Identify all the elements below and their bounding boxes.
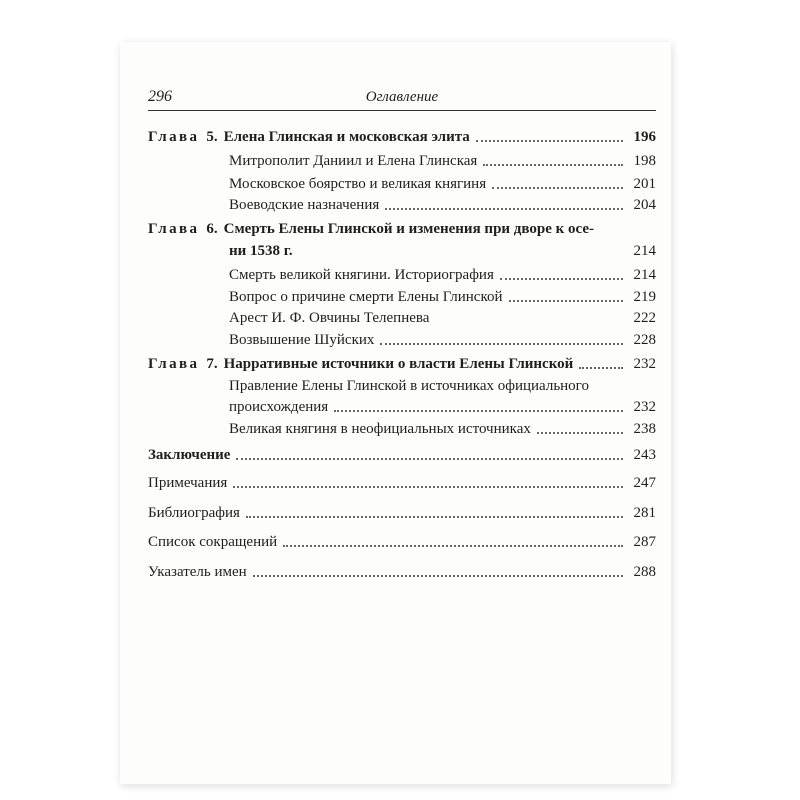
dot-leader bbox=[380, 343, 623, 345]
section-title: Воеводские назначения bbox=[229, 197, 380, 213]
chapter-title: Смерть Елены Глинской и изменения при дворе к осе- bbox=[223, 221, 595, 237]
toc-entry-section[interactable] bbox=[229, 329, 656, 351]
toc-entry-chapter-7[interactable] bbox=[148, 353, 656, 375]
dot-leader bbox=[537, 432, 623, 434]
toc-entry-section[interactable] bbox=[229, 418, 656, 440]
chapter-number: 6. bbox=[206, 221, 218, 237]
page-number: 296 bbox=[148, 88, 172, 105]
toc-entry-chapter-6-line2[interactable] bbox=[229, 240, 656, 262]
entry-title: Примечания bbox=[148, 475, 228, 491]
page-ref: 243 bbox=[633, 447, 656, 463]
chapter-title: Нарративные источники о власти Елены Глинской bbox=[223, 356, 574, 372]
section-title: Московское боярство и великая княгиня bbox=[229, 176, 487, 192]
toc-entry-chapter-5[interactable] bbox=[148, 126, 656, 148]
chapter-title: Елена Глинская и московская элита bbox=[223, 129, 470, 145]
dot-leader bbox=[385, 208, 623, 210]
entry-title: Библиография bbox=[148, 505, 240, 521]
chapter-number: 7. bbox=[206, 356, 218, 372]
page-ref: 201 bbox=[633, 176, 656, 192]
dot-leader bbox=[579, 367, 623, 369]
toc-entry-chapter-6-line1[interactable] bbox=[148, 218, 594, 240]
section-title: Вопрос о причине смерти Елены Глинской bbox=[229, 289, 503, 305]
dot-leader bbox=[253, 575, 623, 577]
page-ref: 238 bbox=[633, 421, 656, 437]
dot-leader bbox=[492, 187, 623, 189]
section-title-continued: происхождения bbox=[229, 399, 329, 415]
chapter-number: 5. bbox=[206, 129, 218, 145]
page-ref: 219 bbox=[633, 289, 656, 305]
toc-entry-section[interactable] bbox=[229, 150, 656, 172]
page-ref: 232 bbox=[633, 356, 656, 372]
page-ref: 222 bbox=[633, 310, 656, 326]
page-ref: 288 bbox=[633, 564, 656, 580]
chapter-title-continued: ни 1538 г. bbox=[229, 243, 293, 259]
page-ref: 281 bbox=[633, 505, 656, 521]
page-ref: 247 bbox=[633, 475, 656, 491]
dot-leader bbox=[334, 410, 623, 412]
entry-title: Указатель имен bbox=[148, 564, 247, 580]
section-title: Арест И. Ф. Овчины Телепнева bbox=[229, 310, 430, 326]
section-title: Великая княгиня в неофициальных источниках bbox=[229, 421, 531, 437]
toc-entry-section[interactable] bbox=[229, 264, 656, 286]
chapter-word: Глава bbox=[148, 356, 200, 372]
toc-entry-notes[interactable] bbox=[148, 472, 656, 494]
dot-leader bbox=[283, 545, 623, 547]
toc-entry-bibliography[interactable] bbox=[148, 502, 656, 524]
dot-leader bbox=[509, 300, 623, 302]
toc-entry-abbreviations[interactable] bbox=[148, 531, 656, 553]
toc-entry-index[interactable] bbox=[148, 561, 656, 583]
page-ref: 214 bbox=[633, 267, 656, 283]
page-ref: 196 bbox=[633, 129, 656, 145]
section-title: Возвышение Шуйских bbox=[229, 332, 375, 348]
chapter-word: Глава bbox=[148, 221, 200, 237]
page-ref: 228 bbox=[633, 332, 656, 348]
toc-entry-section[interactable] bbox=[229, 307, 656, 329]
dot-leader bbox=[236, 458, 623, 460]
dot-leader bbox=[246, 516, 623, 518]
page-title: Оглавление bbox=[365, 89, 439, 105]
chapter-word: Глава bbox=[148, 129, 200, 145]
running-header bbox=[148, 88, 656, 111]
toc-entry-conclusion[interactable] bbox=[148, 444, 656, 466]
toc-entry-section-line2[interactable] bbox=[229, 396, 656, 418]
entry-title: Список сокращений bbox=[148, 534, 278, 550]
entry-title: Заключение bbox=[148, 447, 231, 463]
section-title: Правление Елены Глинской в источниках официального bbox=[229, 378, 589, 394]
page-ref: 198 bbox=[633, 153, 656, 169]
page-ref: 232 bbox=[633, 399, 656, 415]
section-title: Митрополит Даниил и Елена Глинская bbox=[229, 153, 478, 169]
page-ref: 287 bbox=[633, 534, 656, 550]
toc-entry-section[interactable] bbox=[229, 286, 656, 308]
dot-leader bbox=[483, 164, 623, 166]
dot-leader bbox=[476, 140, 623, 142]
toc-entry-section[interactable] bbox=[229, 194, 656, 216]
section-title: Смерть великой княгини. Историография bbox=[229, 267, 494, 283]
dot-leader bbox=[233, 486, 623, 488]
dot-leader bbox=[500, 278, 623, 280]
toc-entry-section[interactable] bbox=[229, 173, 656, 195]
page-ref: 204 bbox=[633, 197, 656, 213]
dot-leader bbox=[435, 321, 623, 323]
toc-entry-section-line1[interactable] bbox=[229, 375, 589, 397]
page-ref: 214 bbox=[633, 243, 656, 259]
